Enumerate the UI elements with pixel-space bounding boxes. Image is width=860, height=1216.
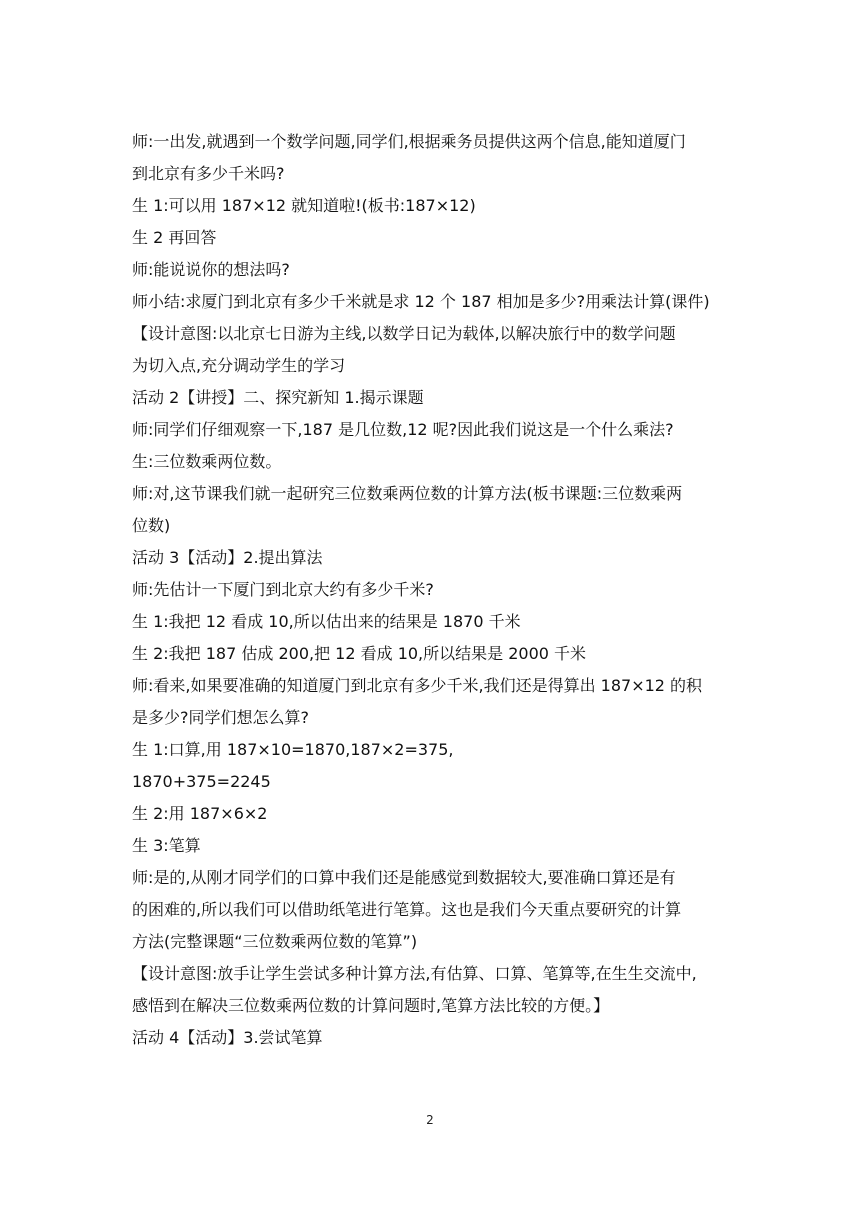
text-line: 感悟到在解决三位数乘两位数的计算问题时,笔算方法比较的方便。】 <box>132 996 610 1015</box>
text-line: 为切入点,充分调动学生的学习 <box>132 356 346 375</box>
text-line: 师:是的,从刚才同学们的口算中我们还是能感觉到数据较大,要准确口算还是有 <box>132 868 676 887</box>
text-line: 师:先估计一下厦门到北京大约有多少千米? <box>132 580 434 599</box>
text-line: 生 1:可以用 187×12 就知道啦!(板书:187×12) <box>132 196 476 215</box>
text-line: 活动 2【讲授】二、探究新知 1.揭示课题 <box>132 388 424 407</box>
document-body <box>132 126 732 1054</box>
text-line: 师:能说说你的想法吗? <box>132 260 290 279</box>
text-line: 师:同学们仔细观察一下,187 是几位数,12 呢?因此我们说这是一个什么乘法? <box>132 420 674 439</box>
text-line: 【设计意图:放手让学生尝试多种计算方法,有估算、口算、笔算等,在生生交流中, <box>132 964 697 983</box>
text-line: 生 3:笔算 <box>132 836 201 855</box>
text-line: 是多少?同学们想怎么算? <box>132 708 309 727</box>
text-line: 生 2 再回答 <box>132 228 217 247</box>
text-line: 生 1:我把 12 看成 10,所以估出来的结果是 1870 千米 <box>132 612 521 631</box>
text-line: 1870+375=2245 <box>132 772 271 791</box>
text-line: 生 2:用 187×6×2 <box>132 804 268 823</box>
text-line: 位数) <box>132 516 171 535</box>
text-line: 方法(完整课题“三位数乘两位数的笔算”) <box>132 932 418 951</box>
page-number: 2 <box>426 1113 434 1127</box>
text-line: 师:一出发,就遇到一个数学问题,同学们,根据乘务员提供这两个信息,能知道厦门 <box>132 132 686 151</box>
text-line: 生 1:口算,用 187×10=1870,187×2=375, <box>132 740 454 759</box>
text-line: 的困难的,所以我们可以借助纸笔进行笔算。这也是我们今天重点要研究的计算 <box>132 900 682 919</box>
text-line: 师小结:求厦门到北京有多少千米就是求 12 个 187 相加是多少?用乘法计算(课件) <box>132 292 710 311</box>
text-line: 活动 3【活动】2.提出算法 <box>132 548 323 567</box>
text-line: 师:对,这节课我们就一起研究三位数乘两位数的计算方法(板书课题:三位数乘两 <box>132 484 683 503</box>
text-line: 师:看来,如果要准确的知道厦门到北京有多少千米,我们还是得算出 187×12 的积 <box>132 676 703 695</box>
text-line: 活动 4【活动】3.尝试笔算 <box>132 1028 323 1047</box>
text-line: 生:三位数乘两位数。 <box>132 452 282 471</box>
text-line: 到北京有多少千米吗? <box>132 164 285 183</box>
text-line: 生 2:我把 187 估成 200,把 12 看成 10,所以结果是 2000 千米 <box>132 644 587 663</box>
text-line: 【设计意图:以北京七日游为主线,以数学日记为载体,以解决旅行中的数学问题 <box>132 324 676 343</box>
